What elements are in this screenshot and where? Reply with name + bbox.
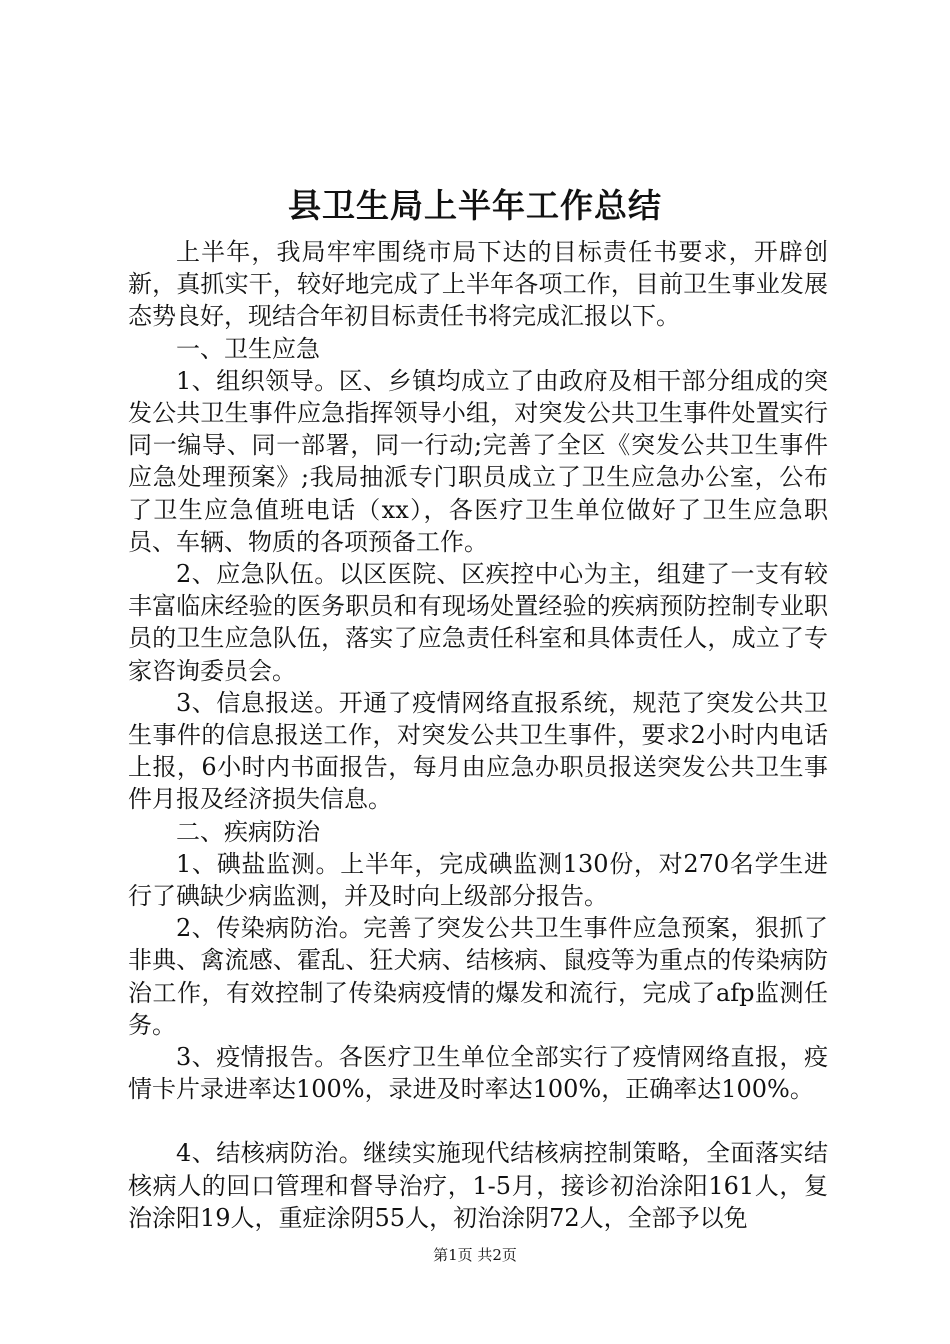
paragraph-organization: 1、组织领导。区、乡镇均成立了由政府及相干部分组成的突发公共卫生事件应急指挥领导小组，对突发公共卫生事件处置实行同一编导、同一部署，同一行动;完善了全区《突发公共卫生事件应急处理预案》;我局抽派专门职员成立了卫生应急办公室，公布了卫生应急值班电话（xx），各医疗卫生单位做好了卫生应急职员、车辆、物质的各项预备工作。 xyxy=(128,366,828,556)
paragraph-information-reporting: 3、信息报送。开通了疫情网络直报系统，规范了突发公共卫生事件的信息报送工作，对突发公共卫生事件，要求2小时内电话上报，6小时内书面报告，每月由应急办职员报送突发公共卫生事件月报及经济损失信息。 xyxy=(128,688,828,814)
paragraph-infectious-disease: 2、传染病防治。完善了突发公共卫生事件应急预案，狠抓了非典、禽流感、霍乱、狂犬病、结核病、鼠疫等为重点的传染病防治工作，有效控制了传染病疫情的爆发和流行，完成了afp监测任务。 xyxy=(128,914,828,1039)
paragraph-tuberculosis: 4、结核病防治。继续实施现代结核病控制策略，全面落实结核病人的回口管理和督导治疗，1-5月，接诊初治涂阳161人，复治涂阳19人，重症涂阴55人，初治涂阴72人，全部予以免 xyxy=(128,1139,828,1232)
paragraph-epidemic-report: 3、疫情报告。各医疗卫生单位全部实行了疫情网络直报，疫情卡片录进率达100%，录进及时率达100%，正确率达100%。 xyxy=(128,1043,828,1104)
section-heading-emergency: 一、卫生应急 xyxy=(176,334,320,363)
document-title: 县卫生局上半年工作总结 xyxy=(288,186,662,225)
section-heading-disease-control: 二、疾病防治 xyxy=(176,817,320,846)
paragraph-emergency-team: 2、应急队伍。以区医院、区疾控中心为主，组建了一支有较丰富临床经验的医务职员和有现场处置经验的疾病预防控制专业职员的卫生应急队伍，落实了应急责任科室和具体责任人，成立了专家咨询委员会。 xyxy=(128,560,828,685)
page-footer: 第1页 共2页 xyxy=(433,1246,517,1264)
paragraph-intro: 上半年，我局牢牢围绕市局下达的目标责任书要求，开辟创新，真抓实干，较好地完成了上半年各项工作，目前卫生事业发展态势良好，现结合年初目标责任书将完成汇报以下。 xyxy=(128,238,828,331)
document-body xyxy=(128,236,828,1234)
paragraph-iodine-monitoring: 1、碘盐监测。上半年，完成碘监测130份，对270名学生进行了碘缺少病监测，并及时向上级部分报告。 xyxy=(128,849,828,911)
